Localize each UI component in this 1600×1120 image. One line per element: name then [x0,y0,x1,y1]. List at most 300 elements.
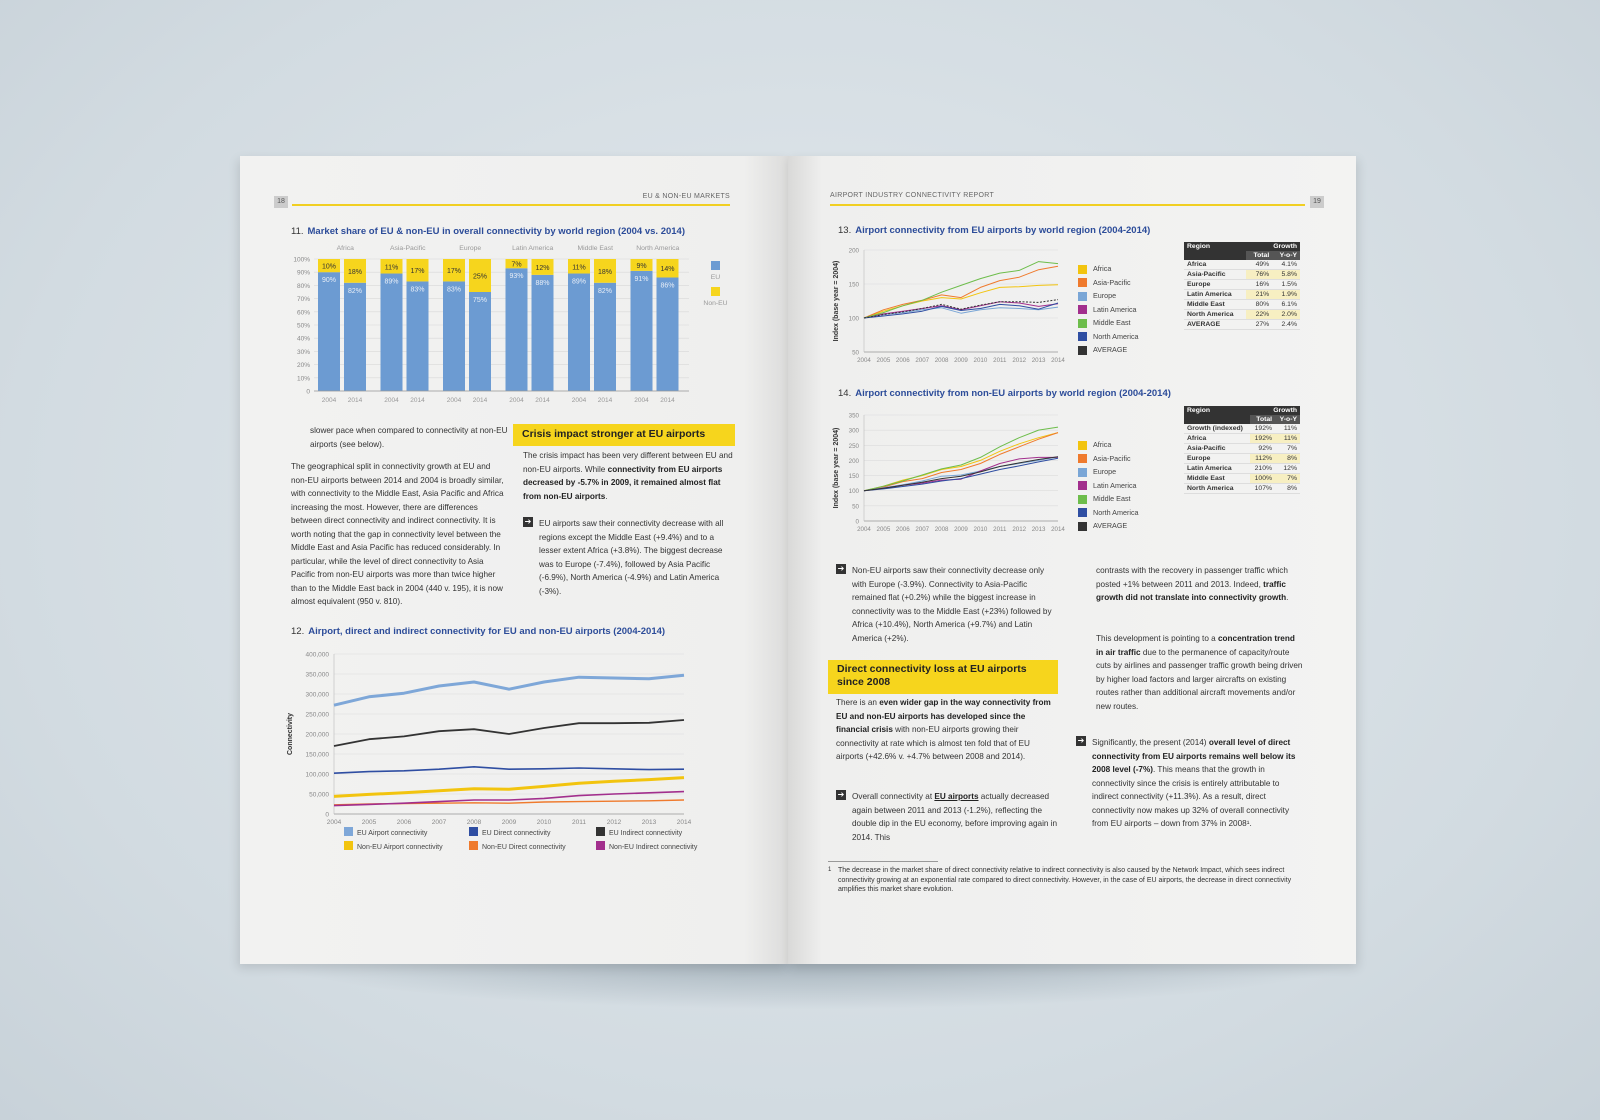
x-tick-label: 2014 [472,397,488,404]
bullet-text [852,790,1058,844]
header-cell: Growth [1250,406,1300,415]
table-subheader-row [1184,415,1300,424]
arrow-bullet-icon: ➔ [837,564,845,573]
legend-swatch [1078,265,1087,274]
table-cell: 12% [1275,464,1300,474]
bold-span: EU airports [934,792,979,801]
legend-item [1078,291,1116,301]
y-tick-label: 20% [296,362,310,370]
legend-item [1078,467,1116,477]
eu-value-label: 93% [509,273,524,281]
legend-item [1078,278,1131,288]
legend-swatch [596,841,605,850]
bullet-eu-overall [836,790,1058,844]
callout-paragraph-crisis [523,449,735,503]
series-line-eu-airport-connectivity [334,675,684,705]
x-tick-label: 2011 [993,357,1007,364]
x-tick-label: 2006 [895,526,910,533]
x-tick-label: 2014 [535,397,550,404]
header-cell [1184,251,1246,260]
header-cell [1184,415,1250,424]
y-tick-label: 100% [293,256,310,264]
y-tick-label: 30% [296,348,310,356]
non-eu-value-label: 18% [597,268,613,276]
x-tick-label: 2007 [915,526,930,533]
figure-title-text: Airport connectivity from non-EU airports by world region (2004-2014) [855,388,1171,399]
table-cell: 22% [1246,310,1272,320]
y-tick-label: 50% [296,322,310,330]
callout-title-crisis: Crisis impact stronger at EU airports [513,424,735,446]
figure-11-title [291,226,685,237]
series-line-eu-indirect-connectivity [334,720,684,746]
legend-label: Europe [1093,467,1117,476]
legend-swatch [344,827,353,836]
y-tick-label: 90% [296,269,310,277]
footnote-marker: 1 [828,867,832,873]
x-tick-label: 2009 [954,526,968,533]
arrow-bullet-icon: ➔ [524,517,532,526]
table-row [1184,444,1300,454]
legend-label: Latin America [1093,480,1137,490]
legend-swatch [596,827,605,836]
figure-12-title [291,626,665,637]
eu-value-label: 91% [634,275,649,283]
y-tick-label: 70% [296,296,310,304]
y-tick-label: 0 [306,388,310,396]
text-span: Significantly, the present (2014) [1092,738,1207,747]
running-head: EU & NON-EU MARKETS [642,193,730,200]
legend-label: Africa [1093,440,1112,449]
legend-item [1078,318,1131,328]
footnote-text: The decrease in the market share of direct connectivity relative to indirect connectivity is also caused by the Network Impact, which sees indirect connectivity growing at an exponential rate compared to direct connectivity. However, in the case of EU airports, the decrease in direct connectivity amplifies this market share evolution. [838,867,1292,893]
bullet-non-eu [836,564,1058,645]
figure-14-title [838,388,1171,399]
table-cell: Middle East [1184,300,1246,310]
figure-12-line-chart [284,642,744,876]
x-tick-label: 2011 [993,526,1007,533]
legend-label: EU Indirect connectivity [609,830,683,837]
y-tick-label: 200 [848,247,859,255]
y-tick-label: 150 [848,281,859,289]
table-cell: 4.1% [1272,260,1300,270]
legend-label: North America [1093,331,1139,341]
table-cell: 27% [1246,320,1272,330]
text-span: with non-EU airports growing their connectivity at rate which is almost ten fold that of EU airports (+42.6% v. +4.7% between 2008 and 2014). [836,725,1030,761]
eu-bar [318,272,340,391]
eu-value-label: 75% [472,297,488,304]
legend-swatch [1078,346,1087,355]
header-rule [830,204,1305,206]
y-tick-label: 400,000 [305,651,329,659]
table-cell: 80% [1246,300,1272,310]
legend-swatch-non-eu [711,287,720,296]
bold-span: overall level of direct connectivity from EU airports remains well below its 2008 level (-7%) [1092,738,1296,774]
x-tick-label: 2008 [934,357,949,364]
table-cell: 107% [1250,484,1275,494]
series-line-north-america [864,303,1058,318]
x-tick-label: 2012 [606,819,622,826]
table-cell: Growth (indexed) [1184,424,1250,434]
text-span: contrasts with the recovery in passenger traffic which posted +1% between 2011 and 2013. Indeed, [1096,566,1288,589]
text-span: . [1286,593,1289,602]
x-tick-label: 2004 [326,819,342,826]
table-cell: 7% [1275,444,1300,454]
eu-value-label: 89% [384,278,399,286]
eu-value-label: 86% [660,282,675,290]
table-row [1184,270,1300,280]
legend-swatch [1078,332,1087,341]
paragraph-geographic-split: The geographical split in connectivity growth at EU and non-EU airports between 2014 and 2004 is broadly similar, with connectivity to the Middle East, Asia Pacific and Africa increasing the most. However, there are differences between direct connectivity and indirect connectivity. It is worth noting that the gap in connectivity level between the Middle East and Asia Pacific has reduced considerably. In particular, while the level of direct connectivity to Asia Pacific from non-EU airports was more than twice higher than to the Middle East back in 2004 (440 v. 195), it is now almost equivalent (950 v. 810). [291,462,504,606]
bold-span: traffic growth did not translate into connectivity growth [1096,579,1287,602]
eu-value-label: 83% [410,286,425,294]
table-cell: 76% [1246,270,1272,280]
x-tick-label: 2010 [973,357,988,364]
table-cell: 1.5% [1272,280,1300,290]
eu-value-label: 90% [321,277,337,285]
y-tick-label: 0 [325,811,329,819]
footnote-rule [828,861,938,862]
legend-label: EU Direct connectivity [482,830,551,837]
table-row [1184,260,1300,270]
x-tick-label: 2014 [347,397,363,404]
y-tick-label: 40% [296,335,310,343]
region-label: Middle East [577,245,614,252]
figure-14-growth-table [1184,406,1300,494]
table-cell: 8% [1275,454,1300,464]
non-eu-value-label: 10% [321,263,337,271]
region-label: Latin America [512,245,554,252]
legend-label-non-eu: Non-EU [703,300,728,307]
figure-13-line-chart [830,240,1070,372]
non-eu-value-label: 11% [384,264,399,272]
table-cell: Europe [1184,280,1246,290]
eu-bar [657,277,679,391]
text-span: There is an [836,698,877,707]
x-tick-label: 2005 [876,357,891,364]
non-eu-value-label: 7% [511,261,522,269]
callout-paragraph-gap [836,696,1058,764]
figure-number: 14. [838,388,852,399]
table-cell: 21% [1246,290,1272,300]
paragraph-traffic-contrast [1096,564,1304,605]
figure-13-title [838,225,1150,236]
y-tick-label: 150 [848,473,859,481]
figure-number: 12. [291,626,305,637]
table-subheader-row [1184,251,1300,260]
legend-item [1078,521,1127,531]
x-tick-label: 2007 [915,357,930,364]
table-cell: Latin America [1184,464,1250,474]
non-eu-value-label: 17% [410,268,425,276]
figure-14-line-chart [830,403,1070,543]
x-tick-label: 2006 [396,819,412,826]
bullet-text: Non-EU airports saw their connectivity decrease only with Europe (-3.9%). Connectivity to Asia-Pacific remained flat (+0.2%) while the biggest increase in connectivity was to the Middle East (+23%) followed by Africa (+10.4%), North America (+9.7%) and Latin America (+2%). [852,566,1052,643]
legend-label: AVERAGE [1093,345,1128,354]
legend-item [1078,440,1111,450]
eu-bar [568,274,590,391]
table-cell: 92% [1250,444,1275,454]
non-eu-value-label: 12% [535,264,550,272]
region-label: Africa [336,245,354,252]
series-line-latin-america [864,302,1058,318]
callout-title-direct-loss: Direct connectivity loss at EU airports since 2008 [828,660,1058,694]
table-cell: 1.9% [1272,290,1300,300]
callout-bold-text: connectivity from EU airports decreased by -5.7% in 2009, it remained almost flat from non-EU airports [523,464,723,501]
region-label: Europe [459,245,482,252]
legend-label: Europe [1093,291,1117,300]
table-cell: 112% [1250,454,1275,464]
table-cell: Middle East [1184,474,1250,484]
table-cell: 2.0% [1272,310,1300,320]
legend-item [1078,454,1131,464]
table-cell: 5.8% [1272,270,1300,280]
x-tick-label: 2006 [895,357,910,364]
table-row [1184,300,1300,310]
table-cell: North America [1184,484,1250,494]
legend-item [1078,345,1127,355]
x-tick-label: 2014 [410,397,425,404]
header-cell: Y-o-Y [1275,415,1300,424]
x-tick-label: 2004 [857,357,871,364]
legend-swatch [1078,278,1087,287]
table-cell: 7% [1275,474,1300,484]
eu-value-label: 88% [535,279,550,287]
y-tick-label: 250 [848,442,859,450]
y-tick-label: 150,000 [305,751,329,759]
eu-bar [469,292,491,391]
legend-swatch-eu [711,261,720,270]
legend-item [1078,481,1137,491]
legend-swatch [469,827,478,836]
table-cell: 8% [1275,484,1300,494]
legend-item [1078,508,1139,518]
table-cell: Africa [1184,434,1250,444]
x-tick-label: 2014 [676,819,692,826]
table-cell: 192% [1250,434,1275,444]
callout-bullet-eu [523,517,735,598]
series-line-middle-east [864,427,1058,491]
eu-value-label: 83% [446,286,462,294]
series-line-eu-direct-connectivity [334,767,684,773]
legend-item [1078,494,1131,504]
legend-item [1078,305,1137,315]
legend-swatch [1078,522,1087,531]
x-tick-label: 2013 [1031,357,1046,364]
legend-label: EU Airport connectivity [357,830,428,837]
x-tick-label: 2004 [446,397,462,404]
legend-item [1078,264,1111,274]
x-tick-label: 2008 [934,526,949,533]
table-cell: 210% [1250,464,1275,474]
y-tick-label: 200,000 [305,731,329,739]
x-tick-label: 2008 [466,819,482,826]
x-tick-label: 2013 [641,819,657,826]
non-eu-value-label: 17% [446,268,462,276]
x-tick-label: 2010 [536,819,552,826]
x-tick-label: 2004 [857,526,871,533]
header-cell: Growth [1246,242,1300,251]
callout-text: The crisis impact has been very different between EU and non-EU airports. While [523,451,733,474]
x-tick-label: 2005 [361,819,377,826]
y-tick-label: 0 [855,518,859,526]
y-tick-label: 50 [852,349,859,357]
legend-label-eu: EU [710,274,721,281]
y-tick-label: 10% [296,375,310,383]
table-cell: 192% [1250,424,1275,434]
x-tick-label: 2012 [1012,526,1027,533]
table-row [1184,424,1300,434]
y-axis-label: Connectivity [287,712,294,756]
eu-bar [631,271,653,391]
legend-swatch [1078,305,1087,314]
x-tick-label: 2014 [1051,526,1065,533]
eu-bar [381,274,403,391]
arrow-bullet-icon: ➔ [1077,736,1085,745]
eu-value-label: 89% [571,278,587,286]
table-cell: Asia-Pacific [1184,444,1250,454]
legend-swatch [1078,468,1087,477]
legend-label: Non-EU Direct connectivity [482,844,566,851]
table-cell: 11% [1275,434,1300,444]
legend-swatch [1078,292,1087,301]
legend-swatch [1078,441,1087,450]
y-tick-label: 80% [296,282,310,290]
figure-title-text: Airport, direct and indirect connectivity for EU and non-EU airports (2004-2014) [308,626,666,637]
y-tick-label: 50,000 [309,791,329,799]
legend-swatch [469,841,478,850]
x-tick-label: 2009 [501,819,517,826]
y-tick-label: 350,000 [305,671,329,679]
legend-label: North America [1093,507,1139,517]
y-tick-label: 300,000 [305,691,329,699]
legend-label: Middle East [1093,494,1131,503]
running-head: AIRPORT INDUSTRY CONNECTIVITY REPORT [830,192,995,199]
table-cell: 6.1% [1272,300,1300,310]
y-axis-label: Index (base year = 2004) [833,260,840,342]
eu-bar [407,281,429,391]
table-row [1184,484,1300,494]
figure-11-bar-chart [284,241,744,411]
legend-label: Asia-Pacific [1093,277,1131,287]
eu-bar [594,283,616,391]
y-tick-label: 50 [852,503,859,511]
non-eu-value-label: 11% [572,264,586,272]
eu-bar [344,283,366,391]
x-tick-label: 2014 [660,397,675,404]
x-tick-label: 2004 [509,397,524,404]
table-header-row [1184,242,1300,251]
table-cell: Latin America [1184,290,1246,300]
table-cell: 100% [1250,474,1275,484]
header-cell: Y-o-Y [1272,251,1300,260]
text-span: actually decreased again between 2011 and 2013 (-1.2%), reflecting the double dip in the EU economy, before improving again in 2014. This [852,792,1058,842]
legend-label: Africa [1093,264,1112,273]
x-tick-label: 2005 [876,526,891,533]
table-header-row [1184,406,1300,415]
y-tick-label: 100 [848,488,859,496]
figure-13-legend [1078,264,1168,368]
legend-label: Asia-Pacific [1093,453,1131,463]
x-tick-label: 2007 [431,819,447,826]
table-row [1184,474,1300,484]
table-row [1184,310,1300,320]
bold-span: even wider gap in the way connectivity from EU and non-EU airports has developed since the financial crisis [836,698,1051,734]
x-tick-label: 2004 [634,397,649,404]
legend-label: Non-EU Airport connectivity [357,844,443,851]
eu-bar [506,268,528,391]
region-label: Asia-Pacific [389,245,426,252]
legend-label: Latin America [1093,304,1137,314]
legend-label: AVERAGE [1093,521,1128,530]
table-cell: AVERAGE [1184,320,1246,330]
header-cell: Total [1246,251,1272,260]
eu-value-label: 82% [347,287,363,295]
x-tick-label: 2012 [1012,357,1027,364]
figure-title-text: Market share of EU & non-EU in overall connectivity by world region (2004 vs. 2014) [307,226,685,237]
text-span: due to the permanence of capacity/route cuts by airlines and passenger traffic growth being driven by higher load factors and larger aircrafts on existing routes rather than additional aircraft movements and/or new routes. [1096,647,1303,711]
legend-swatch [1078,454,1087,463]
callout-end: . [605,491,608,501]
legend-swatch [1078,481,1087,490]
series-line-europe [864,457,1058,491]
table-cell: Africa [1184,260,1246,270]
text-span: Overall connectivity at [852,792,933,801]
legend-swatch [1078,495,1087,504]
left-page [240,156,788,964]
region-label: North America [636,245,680,252]
non-eu-value-label: 9% [636,262,647,270]
eu-bar [532,275,554,391]
table-cell: Europe [1184,454,1250,464]
table-cell: 49% [1246,260,1272,270]
y-tick-label: 200 [848,457,859,465]
x-tick-label: 2004 [571,397,587,404]
header-rule [292,204,730,206]
legend-swatch [344,841,353,850]
bold-span: concentration trend in air traffic [1096,634,1295,657]
legend-swatch [1078,319,1087,328]
text-span: This development is pointing to a [1096,634,1216,643]
figure-number: 11. [291,226,304,237]
y-tick-label: 350 [848,412,859,420]
non-eu-value-label: 18% [347,268,363,276]
intro-text: slower pace when compared to connectivity at non-EU airports (see below). [310,426,508,449]
x-tick-label: 2004 [384,397,399,404]
footnote [828,866,1308,895]
bullet-direct-connectivity [1076,736,1304,831]
x-tick-label: 2009 [954,357,968,364]
y-tick-label: 100 [848,315,859,323]
y-tick-label: 100,000 [305,771,329,779]
figure-13-growth-table [1184,242,1300,330]
figure-number: 13. [838,225,852,236]
table-row [1184,454,1300,464]
table-cell: 16% [1246,280,1272,290]
arrow-bullet-icon: ➔ [837,790,845,799]
table-cell: 2.4% [1272,320,1300,330]
legend-swatch [1078,508,1087,517]
table-cell: Asia-Pacific [1184,270,1246,280]
table-row [1184,280,1300,290]
table-cell: North America [1184,310,1246,320]
header-cell: Region [1184,406,1250,415]
non-eu-value-label: 25% [472,273,488,281]
legend-item [1078,332,1139,342]
figure-14-legend [1078,440,1168,544]
x-tick-label: 2011 [572,819,586,826]
y-tick-label: 300 [848,427,859,435]
eu-value-label: 82% [597,287,613,295]
